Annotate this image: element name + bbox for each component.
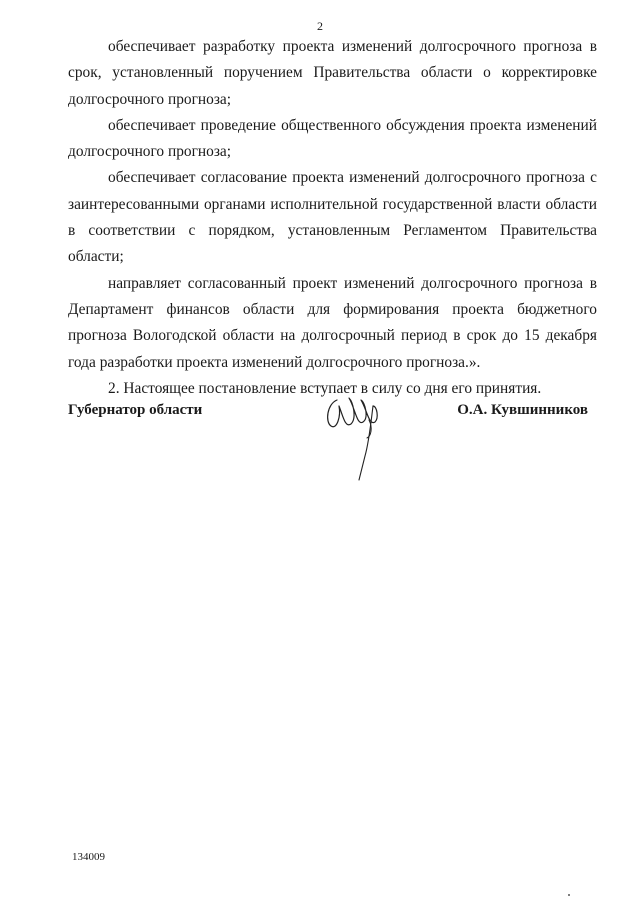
document-body: [68, 34, 597, 402]
paragraph-coordination: обеспечивает согласование проекта изменений долгосрочного прогноза с заинтересованными органами исполнительной государственной власти области в соответствии с порядком, установленным Регламентом Правительства области;: [68, 169, 597, 266]
page-number: 2: [317, 19, 323, 33]
signatory-title: Губернатор области: [68, 402, 203, 418]
paragraph-development: обеспечивает разработку проекта изменений долгосрочного прогноза в срок, установленный поручением Правительства области о корректировке долгосрочного прогноза;: [68, 38, 597, 108]
document-code: 134009: [72, 851, 105, 863]
signatory-name: О.А. Кувшинников: [457, 402, 588, 418]
paragraph-public-discussion: обеспечивает проведение общественного обсуждения проекта изменений долгосрочного прогноза;: [68, 116, 597, 161]
paragraph-submission: направляет согласованный проект изменений долгосрочного прогноза в Департамент финансов области для формирования проекта бюджетного прогноза Вологодской области на долгосрочный период в срок до 15 декабря года разработки проекта изменений долгосрочного прогноза.».: [68, 274, 597, 371]
scan-speck: [568, 894, 570, 896]
paragraph-effective-date: 2. Настоящее постановление вступает в силу со дня его принятия.: [108, 379, 542, 397]
handwritten-signature: [323, 392, 383, 484]
